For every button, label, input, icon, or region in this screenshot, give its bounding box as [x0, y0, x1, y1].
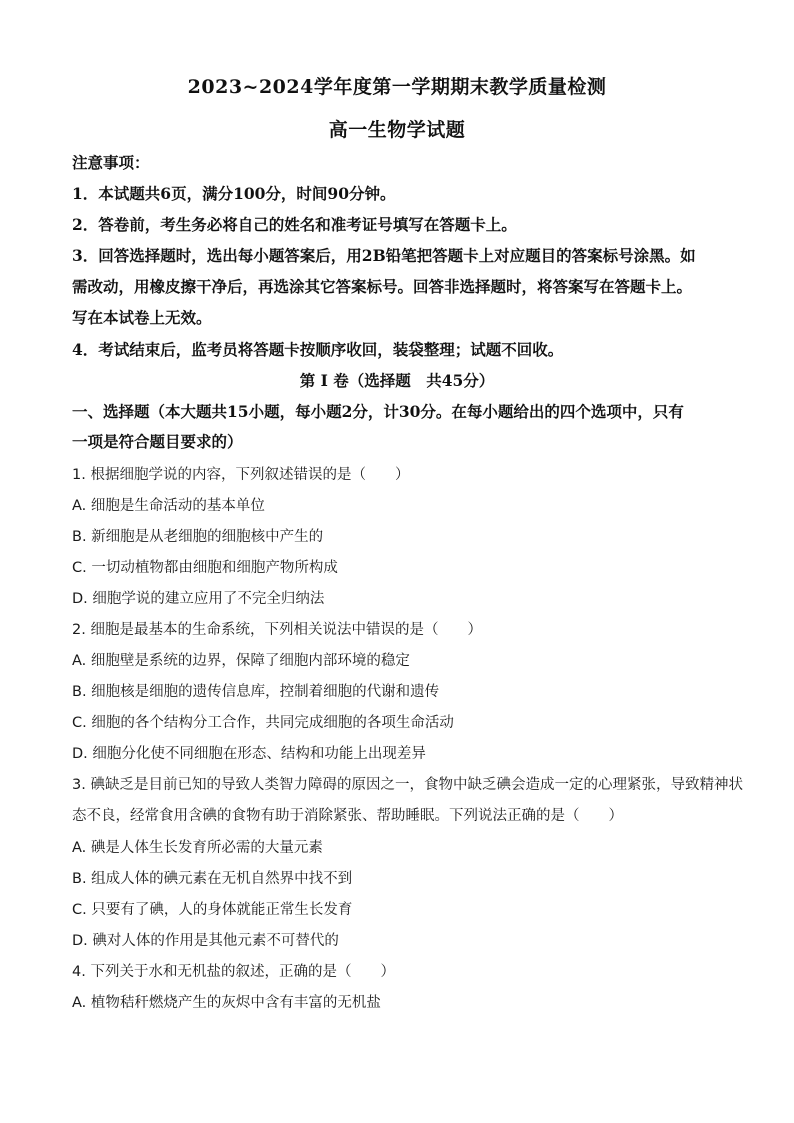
- question-1-option-d: D. 细胞学说的建立应用了不完全归纳法: [72, 591, 325, 607]
- exam-subtitle: 高一生物学试题: [328, 119, 466, 141]
- question-2-stem: 2. 细胞是最基本的生命系统，下列相关说法中错误的是（ ）: [72, 622, 482, 638]
- part1-instruction-line-2: 一项是符合题目要求的）: [72, 432, 243, 451]
- question-3-stem-line-2: 态不良，经常食用含碘的食物有助于消除紧张、帮助睡眠。下列说法正确的是（ ）: [72, 808, 623, 824]
- question-3-option-c: C. 只要有了碘，人的身体就能正常生长发育: [72, 902, 353, 918]
- notes-item-3-line-2: 需改动，用橡皮擦干净后，再选涂其它答案标号。回答非选择题时，将答案写在答题卡上。: [72, 277, 693, 296]
- question-2-option-c: C. 细胞的各个结构分工合作，共同完成细胞的各项生命活动: [72, 715, 454, 731]
- question-2-option-a: A. 细胞壁是系统的边界，保障了细胞内部环境的稳定: [72, 653, 410, 669]
- question-2-option-d: D. 细胞分化使不同细胞在形态、结构和功能上出现差异: [72, 746, 426, 762]
- notes-heading: 注意事项：: [72, 153, 150, 172]
- notes-item-4: 4．考试结束后，监考员将答题卡按顺序收回，装袋整理；试题不回收。: [72, 340, 564, 359]
- question-2-option-b: B. 细胞核是细胞的遗传信息库，控制着细胞的代谢和遗传: [72, 684, 440, 700]
- question-3-option-b: B. 组成人体的碘元素在无机自然界中找不到: [72, 871, 353, 887]
- notes-item-1: 1．本试题共6页，满分100分，时间90分钟。: [72, 184, 396, 203]
- question-3-option-a: A. 碘是人体生长发育所必需的大量元素: [72, 840, 323, 856]
- notes-item-2: 2．答卷前，考生务必将自己的姓名和准考证号填写在答题卡上。: [72, 215, 517, 234]
- part1-instruction-line-1: 一、选择题（本大题共15小题，每小题2分，计30分。在每小题给出的四个选项中，只有: [72, 402, 684, 421]
- question-4-stem: 4. 下列关于水和无机盐的叙述，正确的是（ ）: [72, 964, 395, 980]
- exam-title: 2023~2024学年度第一学期期末教学质量检测: [187, 76, 607, 98]
- question-1-option-b: B. 新细胞是从老细胞的细胞核中产生的: [72, 529, 324, 545]
- question-4-option-a: A. 植物秸秆燃烧产生的灰烬中含有丰富的无机盐: [72, 995, 381, 1011]
- question-1-stem: 1. 根据细胞学说的内容，下列叙述错误的是（ ）: [72, 467, 410, 483]
- notes-item-3-line-1: 3．回答选择题时，选出每小题答案后，用2B铅笔把答题卡上对应题目的答案标号涂黑。如: [72, 246, 696, 265]
- notes-item-3-line-3: 写在本试卷上无效。: [72, 308, 212, 327]
- question-1-option-a: A. 细胞是生命活动的基本单位: [72, 498, 265, 514]
- question-3-stem-line-1: 3. 碘缺乏是目前已知的导致人类智力障碍的原因之一，食物中缺乏碘会造成一定的心理紧张，导致精神状: [72, 777, 743, 793]
- question-3-option-d: D. 碘对人体的作用是其他元素不可替代的: [72, 933, 339, 949]
- question-1-option-c: C. 一切动植物都由细胞和细胞产物所构成: [72, 560, 338, 576]
- volume-title: 第 I 卷（选择题 共45分）: [299, 371, 495, 390]
